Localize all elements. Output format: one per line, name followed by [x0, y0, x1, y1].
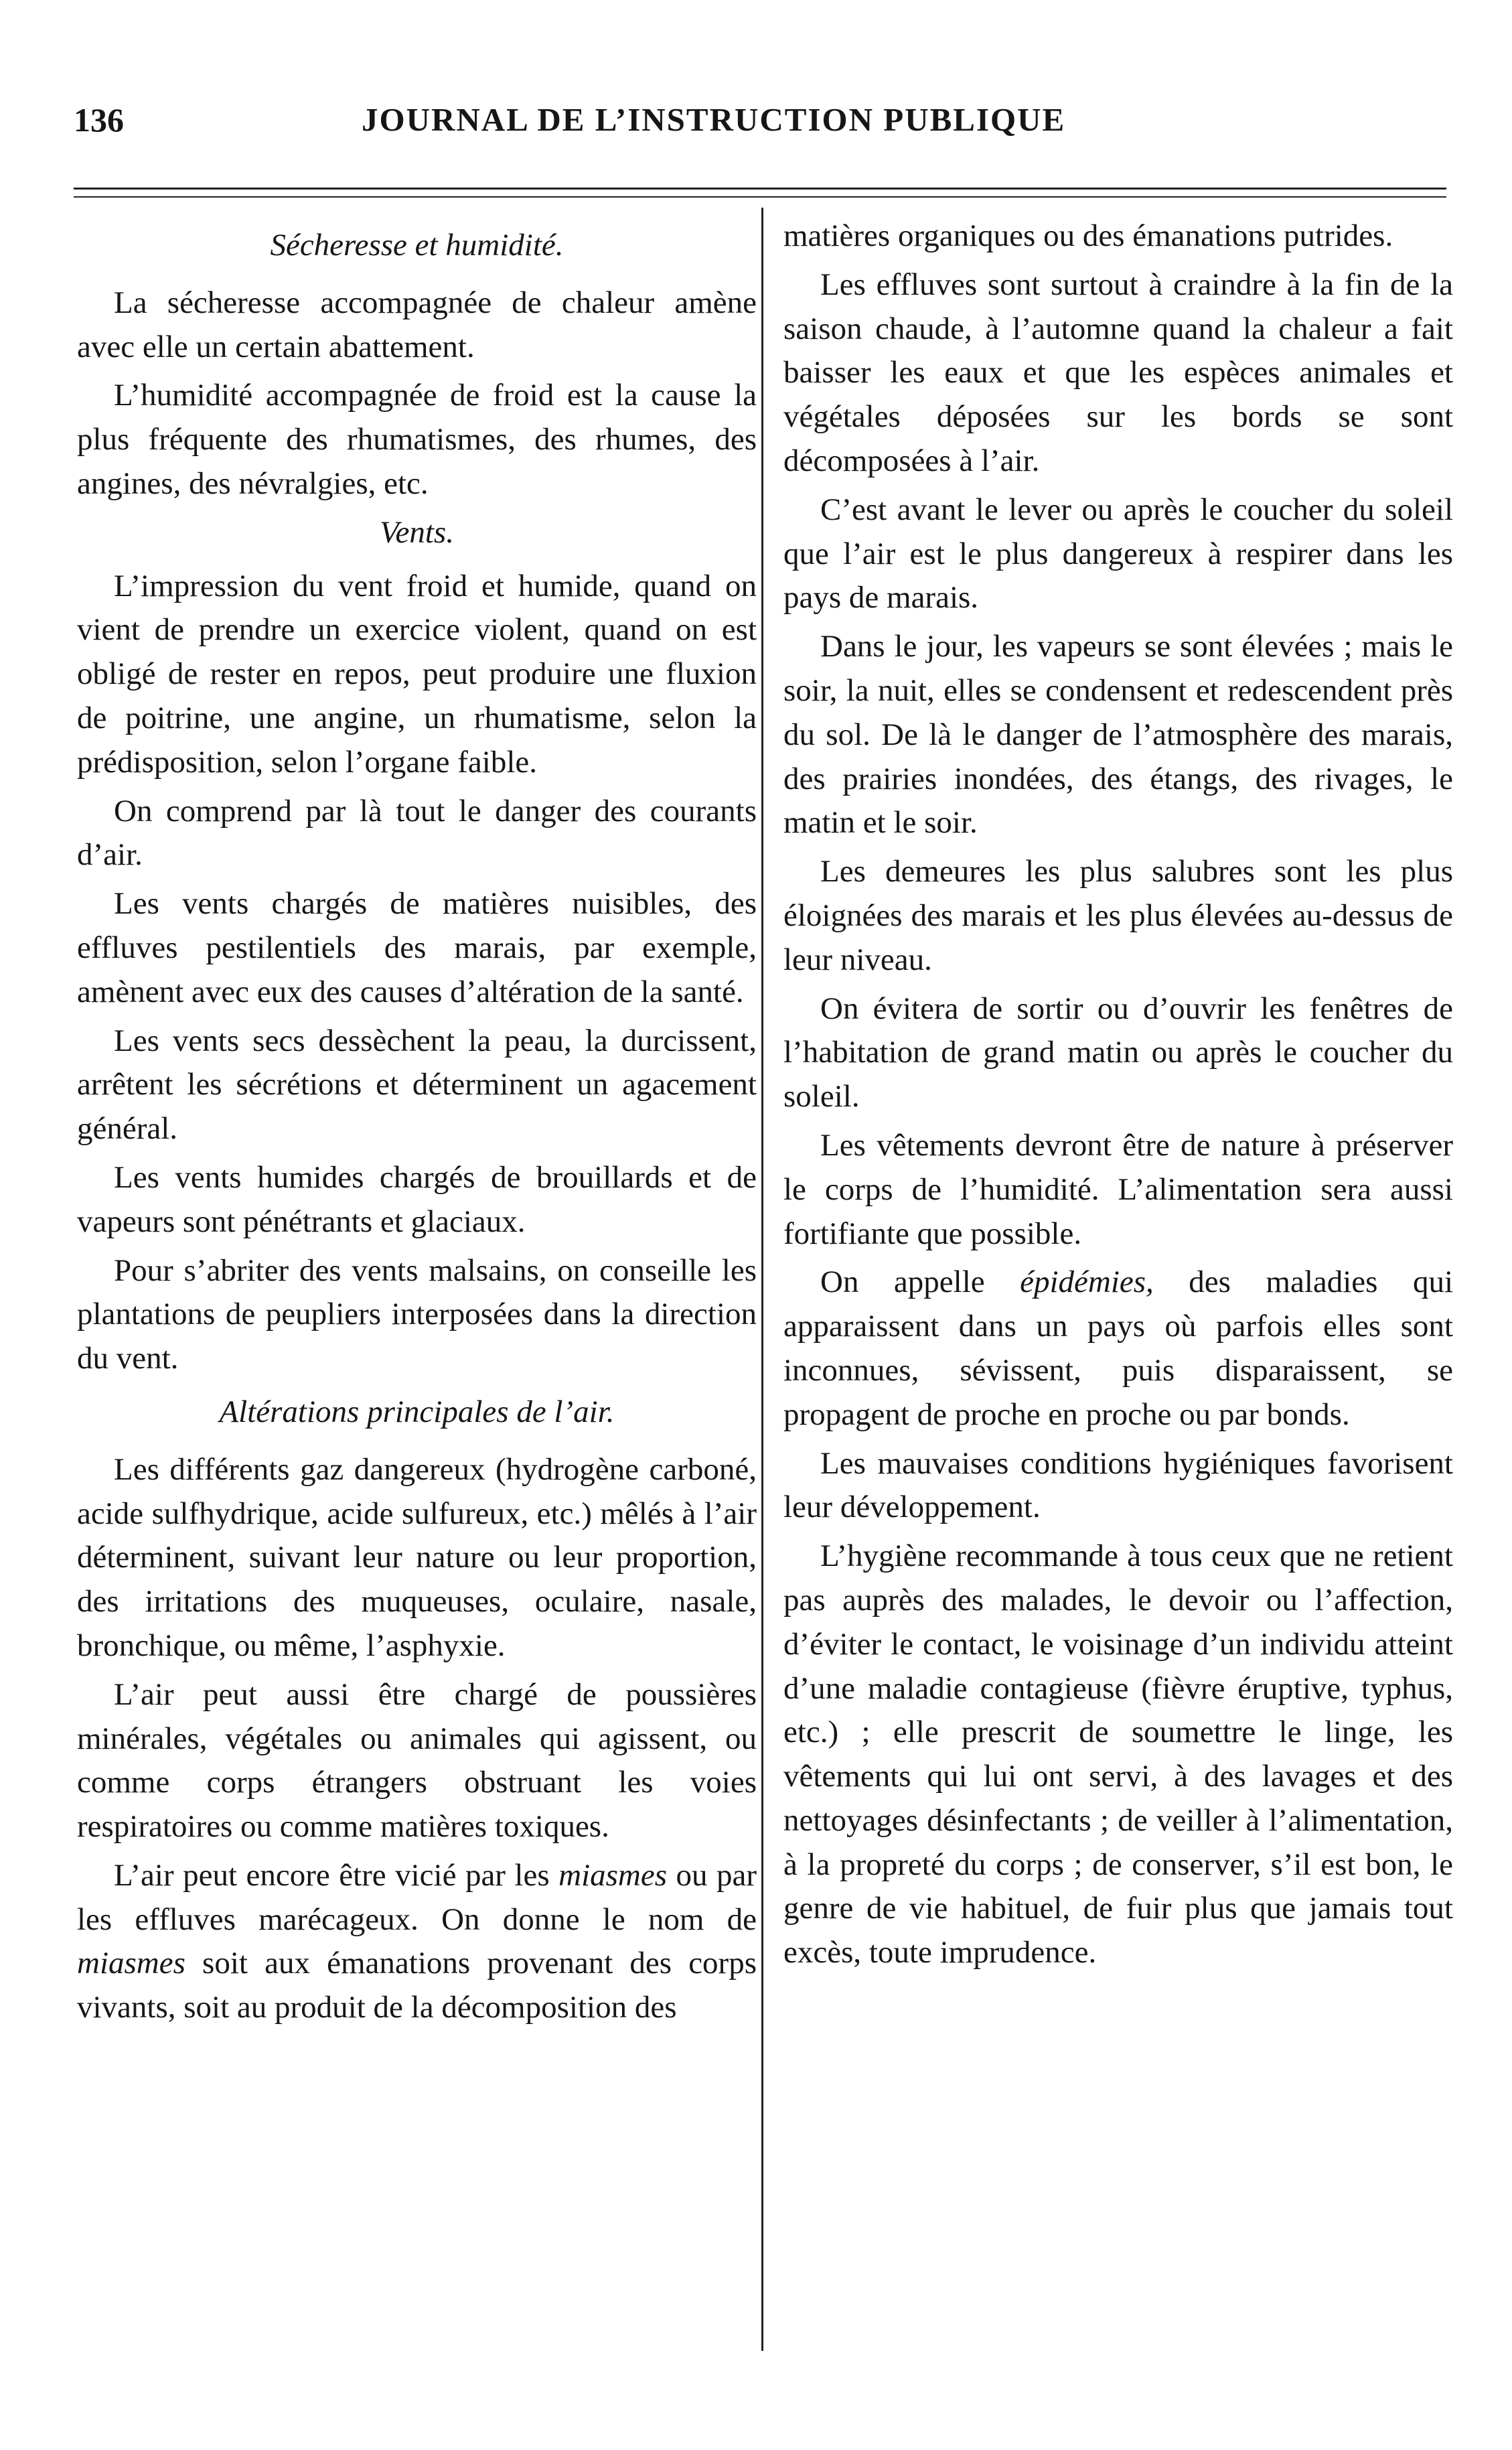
paragraph: Les vêtements devront être de nature à préserver le corps de l’humidité. L’alimentation sera aussi fortifiante que possible. — [783, 1127, 1453, 1251]
page-number: 136 — [74, 101, 124, 139]
section-heading-vents: Vents. — [380, 514, 454, 550]
paragraph: L’humidité accompagnée de froid est la cause la plus fréquente des rhumatismes, des rhumes, des angines, des névralgies, etc. — [77, 378, 757, 501]
emphasis-miasmes: miasmes — [77, 1946, 185, 1981]
paragraph: L’hygiène recommande à tous ceux que ne retient pas auprès des malades, le devoir ou l’affection, d’éviter le contact, le voisinage d’un individu atteint d’une maladie contagieuse (fièvre éruptive, typhus, etc.) ; elle prescrit de soumettre le linge, les vêtements qui lui ont servi, à des lavages et des nettoyages désinfectants ; de veiller à l’alimentation, à la propreté du corps ; de conserver, s’il est bon, le genre de vie habituel, de fuir plus que jamais tout excès, toute imprudence. — [783, 1538, 1453, 1970]
text-run: L’air peut encore être vicié par les — [114, 1857, 550, 1893]
text-run: On appelle — [820, 1265, 985, 1300]
paragraph: L’impression du vent froid et humide, quand on vient de prendre un exercice violent, quand on est obligé de rester en repos, peut produire une fluxion de poitrine, une angine, un rhumatisme, selon la prédisposition, selon l’organe faible. — [77, 568, 757, 780]
paragraph-miasmes — [77, 1854, 757, 2030]
page-header — [74, 100, 1453, 161]
paragraph: Les effluves sont surtout à craindre à la fin de la saison chaude, à l’automne quand la chaleur a fait baisser les eaux et que les espèces animales et végétales déposées sur les bords se sont décomposées à l’air. — [783, 267, 1453, 478]
section-heading-secheresse: Sécheresse et humidité. — [270, 228, 564, 263]
emphasis-epidemies: épidémies, — [1020, 1265, 1154, 1300]
paragraph: Les mauvaises conditions hygiéniques favorisent leur développement. — [783, 1445, 1453, 1525]
paragraph: Les vents humides chargés de brouillards et de vapeurs sont pénétrants et glaciaux. — [77, 1159, 757, 1239]
paragraph: On comprend par là tout le danger des courants d’air. — [77, 793, 757, 873]
paragraph: Les vents chargés de matières nuisibles, des effluves pestilentiels des marais, par exemple, amènent avec eux des causes d’altération de la santé. — [77, 886, 757, 1009]
header-rule-double — [74, 196, 1446, 198]
paragraph: La sécheresse accompagnée de chaleur amène avec elle un certain abattement. — [77, 285, 757, 364]
paragraph: Dans le jour, les vapeurs se sont élevées ; mais le soir, la nuit, elles se condensent et redescendent près du sol. De là le danger de l’atmosphère des marais, des prairies inondées, des étangs, des rivages, le matin et le soir. — [783, 629, 1453, 841]
paragraph: Les différents gaz dangereux (hydrogène carboné, acide sulfhydrique, acide sulfureux, etc.) mêlés à l’air déterminent, suivant leur nature ou leur proportion, des irritations des muqueuses, oculaire, nasale, bronchique, ou même, l’asphyxie. — [77, 1451, 757, 1663]
paragraph: On évitera de sortir ou d’ouvrir les fenêtres de l’habitation de grand matin ou après le coucher du soleil. — [783, 991, 1453, 1114]
text-run: ou par les effluves marécageux. On donne le nom de — [77, 1857, 757, 1937]
paragraph: C’est avant le lever ou après le coucher du soleil que l’air est le plus dangereux à respirer dans les pays de marais. — [783, 492, 1453, 616]
left-column — [77, 214, 757, 2035]
paragraph: L’air peut aussi être chargé de poussières minérales, végétales ou animales qui agissent, ou comme corps étrangers obstruant les voies respiratoires ou comme matières toxiques. — [77, 1676, 757, 1845]
text-run: des maladies qui apparaissent dans un pays où parfois elles sont inconnues, sévissent, puis disparaissent, se propagent de proche en proche ou par bonds. — [783, 1265, 1454, 1432]
paragraph: Les vents secs dessèchent la peau, la durcissent, arrêtent les sécrétions et déterminent un agacement général. — [77, 1023, 757, 1147]
emphasis-miasmes: miasmes — [558, 1857, 668, 1893]
right-column — [783, 214, 1453, 1980]
text-run: soit aux émanations provenant des corps vivants, soit au produit de la décomposition des — [77, 1946, 757, 2025]
paragraph-epidemies — [783, 1260, 1453, 1437]
section-heading-alterations: Altérations principales de l’air. — [219, 1394, 615, 1429]
paragraph: Pour s’abriter des vents malsains, on conseille les plantations de peupliers interposées dans la direction du vent. — [77, 1252, 757, 1376]
header-rule — [74, 188, 1446, 190]
column-divider — [761, 208, 763, 2351]
paragraph: Les demeures les plus salubres sont les plus éloignées des marais et les plus élevées au-dessus de leur niveau. — [783, 854, 1453, 977]
running-title: JOURNAL DE L’INSTRUCTION PUBLIQUE — [362, 101, 1066, 138]
paragraph-continued: matières organiques ou des émanations putrides. — [783, 218, 1393, 253]
